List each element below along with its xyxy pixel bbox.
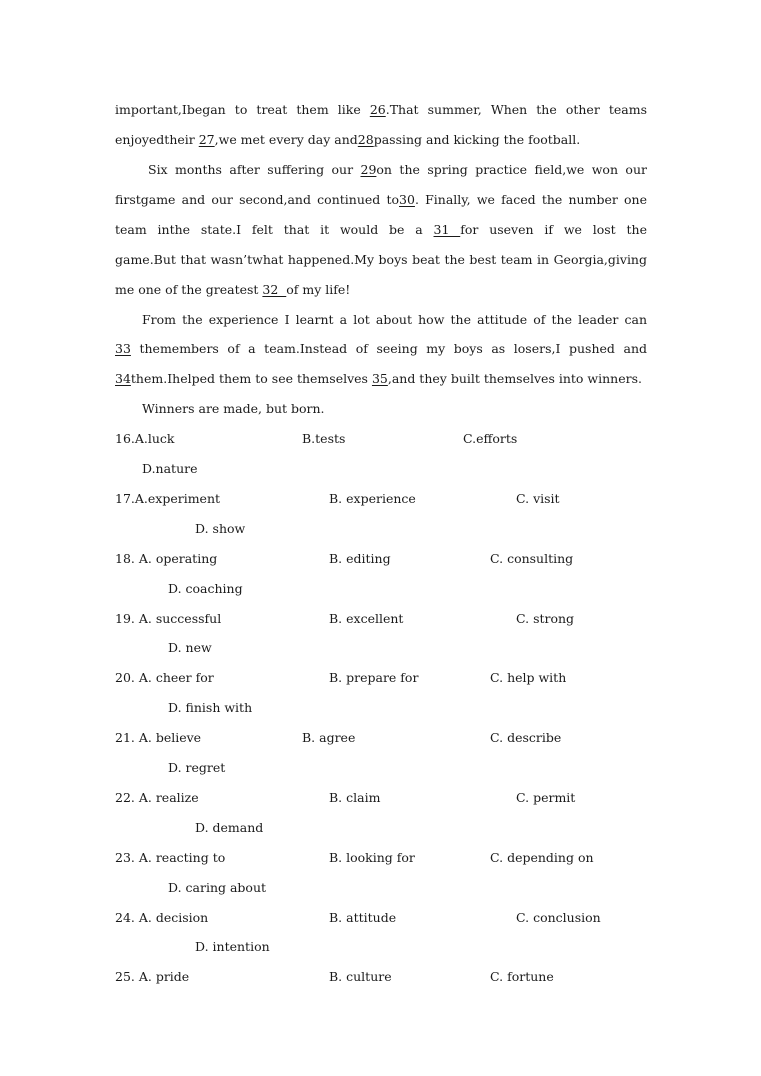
text: From the experience I learnt a lot about how the attitude of the leader can bbox=[142, 312, 647, 327]
q24-option-a: 24. A. decision bbox=[115, 910, 209, 925]
q18-option-b: B. editing bbox=[329, 551, 391, 566]
q16-option-c: C.efforts bbox=[463, 431, 518, 446]
q17-option-a: 17.A.experiment bbox=[115, 491, 221, 506]
blank-33: 33 bbox=[115, 341, 131, 356]
text: . Finally, we faced the number one bbox=[414, 192, 647, 207]
q20-option-b: B. prepare for bbox=[329, 670, 419, 685]
q16-option-b: B.tests bbox=[302, 431, 346, 446]
q17-option-c: C. visit bbox=[516, 491, 560, 506]
text: them.Ihelped them to see themselves bbox=[130, 371, 372, 386]
text: passing and kicking the football. bbox=[373, 132, 581, 147]
passage-line-10 bbox=[115, 371, 647, 387]
text: me one of the greatest bbox=[115, 282, 263, 297]
text: Winners are made, but born. bbox=[142, 401, 325, 416]
q20-option-c: C. help with bbox=[490, 670, 567, 685]
blank-34: 34 bbox=[115, 371, 131, 386]
passage-line-4 bbox=[115, 192, 647, 208]
q23-option-b: B. looking for bbox=[329, 850, 415, 865]
blank-30: 30 bbox=[399, 192, 415, 207]
text: on the spring practice field,we won our bbox=[376, 162, 647, 177]
q20-option-d: D. finish with bbox=[168, 700, 253, 715]
text: .That summer, When the other teams bbox=[385, 102, 648, 117]
q19-option-d: D. new bbox=[168, 640, 212, 655]
text: ,we met every day and bbox=[214, 132, 358, 147]
text: firstgame and our second,and continued to bbox=[115, 192, 400, 207]
q23-option-c: C. depending on bbox=[490, 850, 594, 865]
q17-option-d: D. show bbox=[195, 521, 246, 536]
q22-option-a: 22. A. realize bbox=[115, 790, 199, 805]
passage-line-11 bbox=[142, 401, 647, 417]
q25-option-c: C. fortune bbox=[490, 969, 554, 984]
blank-27: 27 bbox=[198, 132, 215, 147]
text: game.But that wasn’twhat happened.My boys beat the best team in Georgia,giving bbox=[115, 252, 647, 267]
q16-option-d: D.nature bbox=[142, 461, 198, 476]
text: team inthe state.I felt that it would be a bbox=[115, 222, 434, 237]
q22-option-d: D. demand bbox=[195, 820, 264, 835]
passage-line-6 bbox=[115, 252, 647, 268]
q24-option-b: B. attitude bbox=[329, 910, 397, 925]
text: of my life! bbox=[286, 282, 351, 297]
passage-line-5 bbox=[115, 222, 647, 238]
blank-31: 31 bbox=[433, 222, 461, 237]
q21-option-c: C. describe bbox=[490, 730, 562, 745]
q17-option-b: B. experience bbox=[329, 491, 416, 506]
text: important,Ibegan to treat them like bbox=[115, 102, 370, 117]
q22-option-b: B. claim bbox=[329, 790, 381, 805]
q19-option-c: C. strong bbox=[516, 611, 575, 626]
q18-option-a: 18. A. operating bbox=[115, 551, 218, 566]
q16-option-a: 16.A.luck bbox=[115, 431, 175, 446]
q20-option-a: 20. A. cheer for bbox=[115, 670, 214, 685]
q21-option-a: 21. A. believe bbox=[115, 730, 202, 745]
q19-option-a: 19. A. successful bbox=[115, 611, 222, 626]
text: Six months after suffering our bbox=[148, 162, 361, 177]
q24-option-c: C. conclusion bbox=[516, 910, 601, 925]
q19-option-b: B. excellent bbox=[329, 611, 404, 626]
passage-line-1 bbox=[115, 102, 647, 118]
q18-option-d: D. coaching bbox=[168, 581, 243, 596]
blank-29: 29 bbox=[360, 162, 377, 177]
text: for useven if we lost the bbox=[460, 222, 647, 237]
q25-option-a: 25. A. pride bbox=[115, 969, 190, 984]
q23-option-a: 23. A. reacting to bbox=[115, 850, 226, 865]
passage-line-8 bbox=[142, 312, 647, 328]
blank-28: 28 bbox=[357, 132, 374, 147]
passage-line-9 bbox=[115, 341, 647, 357]
blank-35: 35 bbox=[371, 371, 388, 386]
q22-option-c: C. permit bbox=[516, 790, 576, 805]
passage-line-2 bbox=[115, 132, 647, 148]
text: enjoyedtheir bbox=[115, 132, 199, 147]
q25-option-b: B. culture bbox=[329, 969, 392, 984]
passage-line-3 bbox=[148, 162, 647, 178]
q24-option-d: D. intention bbox=[195, 939, 270, 954]
text: ,and they built themselves into winners. bbox=[387, 371, 642, 386]
q21-option-d: D. regret bbox=[168, 760, 226, 775]
q23-option-d: D. caring about bbox=[168, 880, 267, 895]
blank-32: 32 bbox=[262, 282, 287, 297]
blank-26: 26 bbox=[369, 102, 386, 117]
q18-option-c: C. consulting bbox=[490, 551, 574, 566]
q21-option-b: B. agree bbox=[302, 730, 356, 745]
passage-line-7 bbox=[115, 282, 647, 298]
text: themembers of a team.Instead of seeing my boys as losers,I pushed and bbox=[130, 341, 647, 356]
